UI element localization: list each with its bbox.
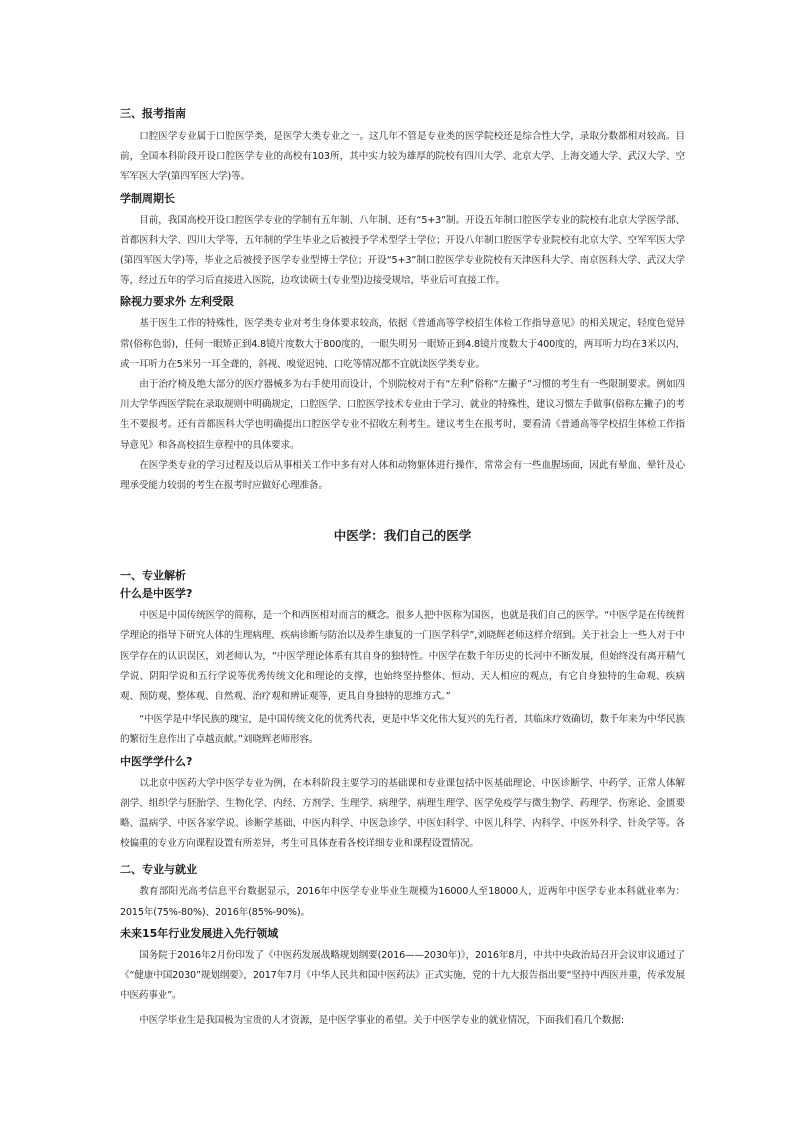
paragraph-psychological: 在医学类专业的学习过程及以后从事相关工作中多有对人体和动物躯体进行操作，常常会有一些血腥场面，因此有晕血、晕针及心理承受能力较弱的考生在报考时应做好心理准备。	[120, 459, 685, 492]
paragraph-curriculum: 以北京中医药大学中医学专业为例，在本科阶段主要学习的基础课和专业课包括中医基础理论、中医诊断学、中药学、正常人体解剖学、组织学与胚胎学、生物化学、内经、方剂学、生理学、病理学、病理生理学、医学免疫学与微生物学、药理学、伤寒论、金匮要略、温病学、中医各家学说、诊断学基础、中医内科学、中医急诊学、中医妇科学、中医儿科学、内科学、中医外科学、针灸学等。各校偏重的专业方向课程设置有所差异，考生可具体查看各校详细专业和课程设置情况。	[120, 777, 685, 850]
subheading-what-to-learn: 中医学学什么?	[120, 754, 193, 768]
section-heading-major-analysis: 一、专业解析	[120, 569, 186, 583]
paragraph-physical-requirements: 基于医生工作的特殊性，医学类专业对考生身体要求较高，依据《普通高等学校招生体检工作指导意见》的相关规定，轻度色觉异常(俗称色弱)，任何一眼矫正到4.8镜片度数大于800度的，一眼失明另一眼矫正到4.8镜片度数大于400度的，两耳听力均在3米以内，或一耳听力在5米另一耳全聋的，斜视、嗅觉迟钝、口吃等情况都不宜就读医学类专业。	[120, 318, 685, 370]
paragraph-left-handed: 由于治疗椅及绝大部分的医疗器械多为右手使用而设计，个别院校对于有“左利”俗称“左撇子”习惯的考生有一些限制要求。例如四川大学华西医学院在录取规则中明确规定，口腔医学、口腔医学技术专业由于学习、就业的特殊性，建议习惯左手做事(俗称左撇子)的考生不要报考。还有首都医科大学也明确提出口腔医学专业不招收左利考生。建议考生在报考时，要看清《普通高等学校招生体检工作指导意见》和各高校招生章程中的具体要求。	[120, 379, 685, 451]
paragraph-duration: 目前，我国高校开设口腔医学专业的学制有五年制、八年制、还有“5+3”制。开设五年制口腔医学专业的院校有北京大学医学部、首都医科大学、四川大学等，五年制的学生毕业之后被授予学术型学士学位；开设八年制口腔医学专业院校有北京大学、空军军医大学(第四军医大学)等，毕业之后被授予医学专业型博士学位；开设“5+3”制口腔医学专业院校有天津医科大学、南京医科大学、武汉大学等，经过五年的学习后直接进入医院，边攻读硕士(专业型)边接受规培，毕业后可直接工作。	[120, 214, 685, 287]
subheading-long-duration: 学制周期长	[120, 191, 175, 205]
paragraph-employment-rate: 教育部阳光高考信息平台数据显示，2016年中医学专业毕业生规模为16000人至18000人，近两年中医学专业本科就业率为：2015年(75%-80%)、2016年(85%-90%)。	[120, 886, 685, 918]
paragraph-tcm-definition: 中医是中国传统医学的简称，是一个和西医相对而言的概念。很多人把中医称为国医，也就是我们自己的医学。“中医学是在传统哲学理论的指导下研究人体的生理病理、疾病诊断与防治以及养生康复的一门医学科学”,刘晓辉老师这样介绍到。关于社会上一些人对于中医学存在的认识误区，刘老师认为，“中医学理论体系有其自身的独特性。中医学在数千年历史的长河中不断发展，但始终没有离开精气学说、阴阳学说和五行学说等优秀传统文化和理论的支撑，也始终坚持整体、恒动、天人相应的观点，有它自身独特的生命观、疾病观、预防观、整体观、自然观、治疗观和辨证观等，更具自身独特的思维方式。”	[120, 610, 685, 703]
subheading-left-handed: 除视力要求外 左利受限	[120, 295, 234, 309]
paragraph-intro: 口腔医学专业属于口腔医学类，是医学大类专业之一。这几年不管是专业类的医学院校还是综合性大学，录取分数都相对较高。目前，全国本科阶段开设口腔医学专业的高校有103所，其中实力较为雄厚的院校有四川大学、北京大学、上海交通大学、武汉大学、空军军医大学(第四军医大学)等。	[120, 131, 685, 183]
subheading-what-is-tcm: 什么是中医学?	[120, 587, 193, 601]
document-page	[120, 106, 685, 1031]
paragraph-policy: 国务院于2016年2月份印发了《中医药发展战略规划纲要(2016——2030年)》，2016年8月，中共中央政治局召开会议审议通过了《“健康中国2030”规划纲要》，2017年7月《中华人民共和国中医药法》正式实施，党的十九大报告指出要“坚持中西医并重，传承发展中医药事业”。	[120, 949, 685, 1002]
subheading-industry-outlook: 未来15年行业发展进入先行领域	[120, 926, 279, 940]
paragraph-tcm-quote: “中医学是中华民族的瑰宝，是中国传统文化的优秀代表，更是中华文化伟大复兴的先行者，其临床疗效确切，数千年来为中华民族的繁衍生息作出了卓越贡献。”刘晓辉老师形容。	[120, 714, 685, 746]
section-heading-employment: 二、专业与就业	[120, 863, 197, 877]
paragraph-graduates: 中医学毕业生是我国极为宝贵的人才资源，是中医学事业的希望。关于中医学专业的就业情况，下面我们看几个数据:	[139, 1014, 624, 1026]
article-title: 中医学：我们自己的医学	[333, 528, 472, 544]
section-heading-exam-guide: 三、报考指南	[120, 107, 186, 120]
